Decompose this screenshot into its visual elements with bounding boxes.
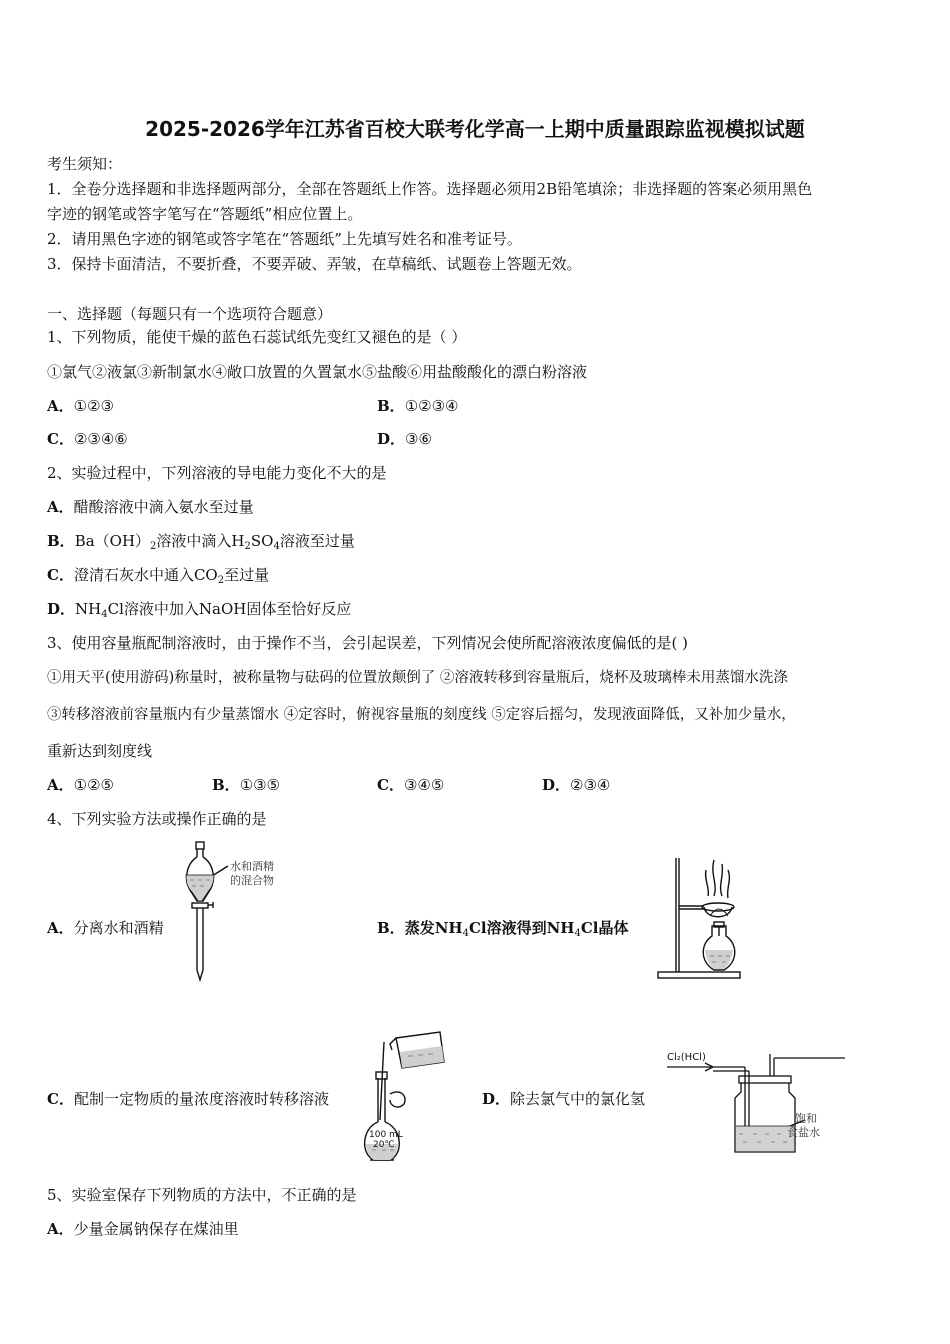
option-text: Cl溶液得到NH [468, 919, 575, 937]
q4-stem: 4、下列实验方法或操作正确的是 [47, 810, 267, 828]
figure-label: 食盐水 [787, 1126, 820, 1139]
option-text: 至过量 [224, 566, 270, 584]
q2-option-c [47, 565, 269, 585]
option-text: 除去氯气中的氯化氢 [510, 1090, 646, 1108]
option-label: D． [482, 1090, 511, 1108]
q1-items: ①氯气②液氯③新制氯水④敞口放置的久置氯水⑤盐酸⑥用盐酸酸化的漂白粉溶液 [47, 363, 588, 381]
option-label: A． [47, 498, 74, 516]
option-label: A． [47, 397, 74, 415]
q5-option-a [47, 1219, 239, 1239]
subscript: 2 [244, 541, 251, 552]
evaporation-apparatus-figure [650, 850, 750, 985]
subscript: 4 [273, 541, 280, 552]
option-label: C． [47, 430, 74, 448]
option-text: ②③④ [570, 776, 611, 794]
option-text: 分离水和酒精 [73, 919, 164, 937]
option-label: D． [47, 600, 76, 618]
q3-option-a [47, 775, 114, 795]
q1-stem: 1、下列物质，能使干燥的蓝色石蕊试纸先变红又褪色的是（ ） [47, 328, 467, 346]
notice-heading: 考生须知： [47, 155, 123, 173]
notice-item-3: 3．保持卡面清洁，不要折叠，不要弄破、弄皱，在草稿纸、试题卷上答题无效。 [47, 255, 582, 273]
q4-option-a [47, 918, 164, 938]
option-text: Ba（OH） [74, 532, 151, 550]
q2-stem: 2、实验过程中，下列溶液的导电能力变化不大的是 [47, 464, 387, 482]
option-text: ①②③ [73, 397, 114, 415]
q1-option-c [47, 429, 128, 449]
option-text: Cl溶液中加入NaOH固体至恰好反应 [107, 600, 352, 618]
q2-option-d [47, 599, 351, 619]
option-text: 配制一定物质的量浓度溶液时转移溶液 [73, 1090, 329, 1108]
q3-option-b [212, 775, 280, 795]
option-label: C． [377, 776, 404, 794]
q1-option-b [377, 396, 458, 416]
q4-option-c [47, 1089, 329, 1109]
option-text: 澄清石灰水中通入CO [73, 566, 218, 584]
q3-line-2: ③转移溶液前容量瓶内有少量蒸馏水 ④定容时，俯视容量瓶的刻度线 ⑤定容后摇匀，发现液面降低，又补加少量水， [47, 707, 796, 723]
option-text: ③⑥ [405, 430, 432, 448]
q1-option-a [47, 396, 114, 416]
subscript: 2 [217, 575, 225, 586]
option-text: 溶液至过量 [279, 532, 355, 550]
subscript: 2 [150, 541, 157, 552]
q5-stem: 5、实验室保存下列物质的方法中，不正确的是 [47, 1186, 357, 1204]
option-text: Cl晶体 [580, 919, 629, 937]
q4-option-b [377, 918, 629, 938]
option-text: ②③④⑥ [73, 430, 128, 448]
option-label: A． [47, 1220, 74, 1238]
option-label: C． [47, 566, 74, 584]
gas-washing-bottle-figure [665, 1048, 845, 1158]
option-label: D． [542, 776, 571, 794]
section-heading: 一、选择题（每题只有一个选项符合题意） [47, 305, 333, 323]
option-label: B． [212, 776, 240, 794]
notice-item-1-line-1: 1．全卷分选择题和非选择题两部分，全部在答题纸上作答。选择题必须用2B铅笔填涂；非选择题的答案必须用黑色 [47, 180, 813, 198]
subscript: 4 [462, 928, 469, 939]
q3-option-d [542, 775, 610, 795]
subscript: 4 [574, 928, 581, 939]
option-text: ①②⑤ [73, 776, 114, 794]
option-text: ①②③④ [404, 397, 459, 415]
option-label: C． [47, 1090, 74, 1108]
figure-label: Cl₂(HCl) [667, 1052, 706, 1063]
option-label: D． [377, 430, 406, 448]
figure-label: 20℃ [373, 1140, 395, 1150]
option-text: SO [250, 532, 274, 550]
page-title: 2025-2026学年江苏省百校大联考化学高一上期中质量跟踪监视模拟试题 [145, 117, 805, 141]
q3-stem: 3、使用容量瓶配制溶液时，由于操作不当，会引起误差，下列情况会使所配溶液浓度偏低的是( ) [47, 634, 689, 652]
option-text: 少量金属钠保存在煤油里 [73, 1220, 239, 1238]
separatory-funnel-figure [180, 840, 305, 985]
q3-line-3: 重新达到刻度线 [47, 742, 153, 760]
notice-item-2: 2．请用黑色字迹的钢笔或答字笔在“答题纸”上先填写姓名和准考证号。 [47, 230, 522, 248]
option-text: ③④⑤ [403, 776, 445, 794]
subscript: 4 [101, 609, 108, 620]
q2-option-a [47, 497, 254, 517]
q1-option-d [377, 429, 432, 449]
q4-option-d [482, 1089, 645, 1109]
volumetric-flask-figure [360, 1030, 455, 1165]
figure-label: 的混合物 [230, 874, 274, 887]
option-text: ①③⑤ [239, 776, 281, 794]
notice-item-1-line-2: 字迹的钢笔或答字笔写在“答题纸”相应位置上。 [47, 205, 363, 223]
option-label: B． [377, 919, 405, 937]
option-text: NH [75, 600, 102, 618]
figure-label: 饱和 [795, 1112, 817, 1125]
option-label: A． [47, 776, 74, 794]
option-label: A． [47, 919, 74, 937]
option-text: 醋酸溶液中滴入氨水至过量 [73, 498, 254, 516]
option-label: B． [377, 397, 405, 415]
q3-option-c [377, 775, 444, 795]
option-label: B． [47, 532, 75, 550]
figure-label: 100 mL [369, 1130, 403, 1140]
q2-option-b [47, 531, 355, 551]
option-text: 溶液中滴入H [156, 532, 245, 550]
figure-label: 水和酒精 [230, 860, 274, 873]
q3-line-1: ①用天平(使用游码)称量时，被称量物与砝码的位置放颠倒了 ②溶液转移到容量瓶后，烧杯及玻璃棒未用蒸馏水洗涤 [47, 670, 788, 686]
option-text: 蒸发NH [404, 919, 463, 937]
